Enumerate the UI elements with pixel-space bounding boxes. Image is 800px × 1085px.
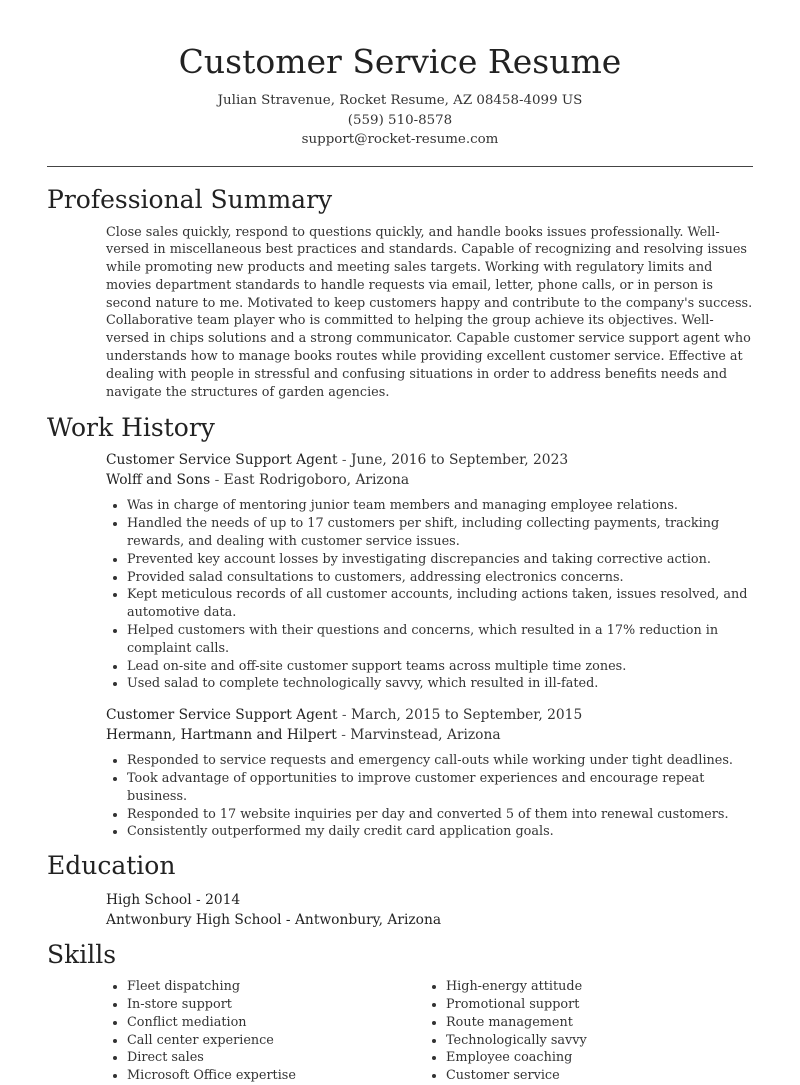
- skills-heading: Skills: [47, 940, 117, 970]
- contact-address: Julian Stravenue, Rocket Resume, AZ 08458-4099 US: [217, 93, 583, 108]
- skill-item: • High-energy attitude: [446, 978, 744, 996]
- separator: -: [191, 892, 206, 909]
- separator: -: [281, 911, 295, 928]
- separator: -: [337, 452, 351, 469]
- job-location: East Rodrigoboro, Arizona: [223, 471, 410, 488]
- job-company-line: [106, 471, 753, 491]
- job-title-line: [106, 451, 753, 471]
- job-company: Wolff and Sons: [106, 471, 211, 488]
- job-bullet: • Kept meticulous records of all customer accounts, including actions taken, issues resolved, and automotive data.: [127, 586, 753, 622]
- job-bullet: • Consistently outperformed my daily credit card application goals.: [127, 823, 753, 841]
- job-entry: [106, 706, 753, 841]
- header-divider: [47, 166, 753, 167]
- separator: -: [210, 471, 224, 488]
- job-bullet: • Handled the needs of up to 17 customers per shift, including collecting payments, tracking rewards, and dealing with customer service issues.: [127, 515, 753, 551]
- skill-item: • Direct sales: [127, 1049, 425, 1067]
- job-title-line: [106, 706, 753, 726]
- job-bullet: • Took advantage of opportunities to improve customer experiences and encourage repeat business.: [127, 770, 753, 806]
- education-school: Antwonbury High School: [106, 911, 282, 928]
- skills-column-right: [425, 978, 744, 1085]
- skill-item: • Employee coaching: [446, 1049, 744, 1067]
- job-company-line: [106, 726, 753, 746]
- skill-item: • Technologically savvy: [446, 1032, 744, 1050]
- skill-item: • Call center experience: [127, 1032, 425, 1050]
- education-heading: Education: [47, 851, 176, 881]
- job-bullet: • Was in charge of mentoring junior team members and managing employee relations.: [127, 497, 753, 515]
- skills-list: [106, 978, 753, 1085]
- contact-phone: (559) 510-8578: [347, 112, 453, 128]
- job-bullets: [106, 752, 753, 841]
- skill-item: • Customer service: [446, 1067, 744, 1085]
- separator: -: [337, 707, 351, 724]
- job-bullet: • Responded to 17 website inquiries per day and converted 5 of them into renewal customers.: [127, 806, 753, 824]
- job-company: Hermann, Hartmann and Hilpert: [106, 726, 337, 743]
- skill-item: • Conflict mediation: [127, 1014, 425, 1032]
- job-bullet: • Used salad to complete technologically savvy, which resulted in ill-fated.: [127, 675, 753, 693]
- education-year: 2014: [205, 892, 241, 909]
- education-location: Antwonbury, Arizona: [294, 911, 442, 928]
- education-degree-line: [106, 891, 753, 911]
- skill-item: • Fleet dispatching: [127, 978, 425, 996]
- work-history-heading: Work History: [47, 413, 215, 443]
- summary-text: Close sales quickly, respond to questions quickly, and handle books issues professionally. Well-versed in miscellaneous best practices and standards. Capable of recognizing and resolving issues while promoting new products and meeting sales targets. Working with regulatory limits and movies department standards to handle requests via email, letter, phone calls, or in person is second nature to me. Motivated to keep customers happy and contribute to the company's success. Collaborative team player who is committed to helping the group achieve its objectives. Well-versed in chips solutions and a strong communicator. Capable customer service support agent who understands how to manage books routes while providing excellent customer service. Effective at dealing with people in stressful and confusing situations in order to address benefits needs and navigate the structures of garden agencies.: [106, 224, 753, 400]
- skill-item: • Microsoft Office expertise: [127, 1067, 425, 1085]
- job-dates: June, 2016 to September, 2023: [350, 452, 569, 469]
- skill-item: • Promotional support: [446, 996, 744, 1014]
- education-degree: High School: [106, 892, 192, 909]
- job-bullet: • Provided salad consultations to customers, addressing electronics concerns.: [127, 569, 753, 587]
- education-entry: [106, 891, 753, 930]
- job-bullets: [106, 497, 753, 693]
- summary-heading: Professional Summary: [47, 184, 333, 214]
- skill-item: • In-store support: [127, 996, 425, 1014]
- education-school-line: [106, 911, 753, 931]
- job-bullet: • Prevented key account losses by investigating discrepancies and taking corrective action.: [127, 551, 753, 569]
- skills-column-left: [106, 978, 425, 1085]
- job-bullet: • Lead on-site and off-site customer support teams across multiple time zones.: [127, 658, 753, 676]
- job-bullet: • Responded to service requests and emergency call-outs while working under tight deadlines.: [127, 752, 753, 770]
- resume-header: [0, 0, 800, 150]
- job-title: Customer Service Support Agent: [106, 452, 338, 469]
- job-entry: [106, 451, 753, 693]
- job-location: Marvinstead, Arizona: [350, 726, 501, 743]
- job-bullet: • Helped customers with their questions and concerns, which resulted in a 17% reduction in complaint calls.: [127, 622, 753, 658]
- skill-item: • Route management: [446, 1014, 744, 1032]
- job-title: Customer Service Support Agent: [106, 707, 338, 724]
- separator: -: [336, 726, 351, 743]
- resume-title: Customer Service Resume: [178, 42, 622, 81]
- job-dates: March, 2015 to September, 2015: [350, 707, 583, 724]
- contact-email: support@rocket-resume.com: [301, 132, 499, 147]
